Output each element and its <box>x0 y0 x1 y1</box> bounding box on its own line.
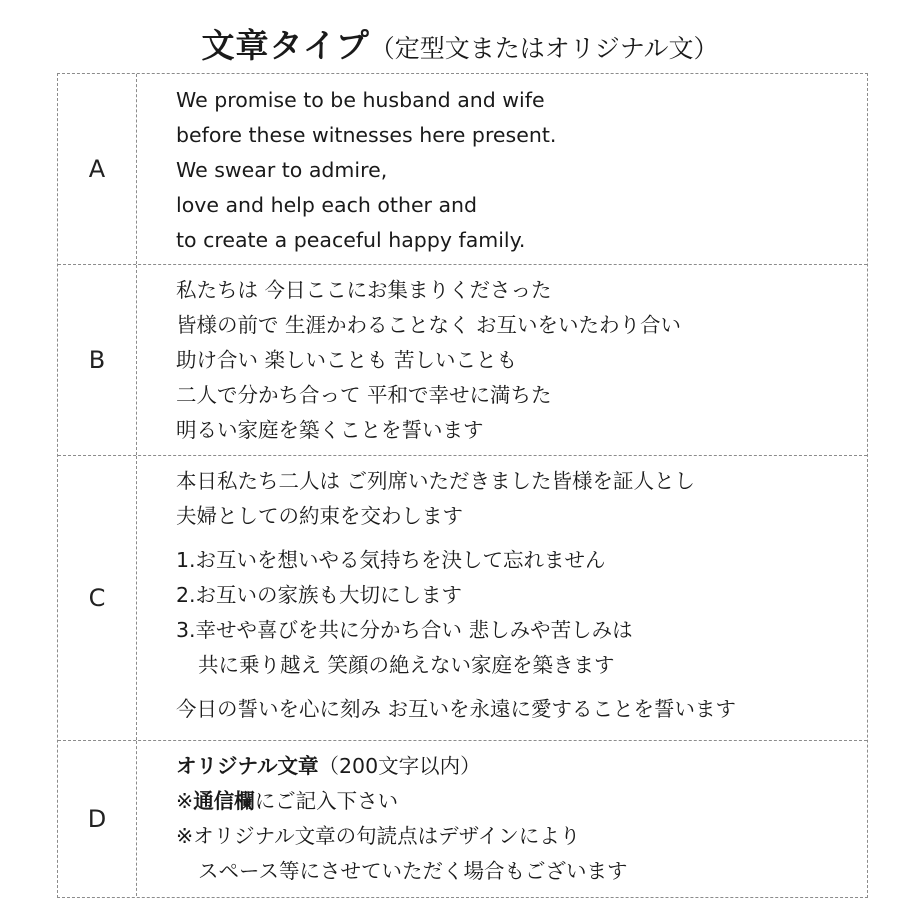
text-line <box>176 749 861 784</box>
sentence-type-table <box>57 73 868 898</box>
text-line: to create a peaceful happy family. <box>176 228 526 252</box>
text-line: 私たちは 今日ここにお集まりくださった <box>176 278 552 302</box>
text-line: 助け合い 楽しいことも 苦しいことも <box>176 348 518 372</box>
text-line: 共に乗り越え 笑顔の絶えない家庭を築きます <box>198 653 615 677</box>
text-line: 今日の誓いを心に刻み お互いを永遠に愛することを誓います <box>176 697 737 721</box>
text-line: We promise to be husband and wife <box>176 88 545 112</box>
row-d <box>58 741 867 896</box>
title-sub: （定型文またはオリジナル文） <box>369 34 719 63</box>
row-label-c: C <box>58 456 137 740</box>
row-b <box>58 265 867 456</box>
row-a <box>58 74 867 265</box>
text-line: 皆様の前で 生涯かわることなく お互いをいたわり合い <box>176 313 682 337</box>
original-text-heading: オリジナル文章 <box>176 754 319 778</box>
note-mark: ※ <box>176 789 194 813</box>
text-line: 3.幸せや喜びを共に分かち合い 悲しみや苦しみは <box>176 618 633 642</box>
row-label-a: A <box>58 74 137 264</box>
text-line <box>176 784 861 819</box>
row-text-a <box>176 83 861 258</box>
row-label-b: B <box>58 265 137 455</box>
text-line: We swear to admire, <box>176 158 388 182</box>
row-label-d: D <box>58 741 137 896</box>
text-line: love and help each other and <box>176 193 478 217</box>
text-line: スペース等にさせていただく場合もございます <box>198 859 628 883</box>
row-text-d <box>176 749 861 889</box>
row-text-b <box>176 273 861 448</box>
text-line: ※オリジナル文章の句読点はデザインにより <box>176 824 581 848</box>
note-text: にご記入下さい <box>254 789 399 813</box>
text-line: 本日私たち二人は ご列席いただきました皆様を証人とし <box>176 469 696 493</box>
text-line: 明るい家庭を築くことを誓います <box>176 418 484 442</box>
text-line: 夫婦としての約束を交わします <box>176 504 463 528</box>
row-text-c <box>176 464 861 727</box>
text-line: 1.お互いを想いやる気持ちを決して忘れません <box>176 548 606 572</box>
message-field-ref: 通信欄 <box>193 789 255 813</box>
text-line: 2.お互いの家族も大切にします <box>176 583 463 607</box>
char-limit-note: （200文字以内） <box>318 754 481 778</box>
page-title <box>0 20 920 67</box>
row-c <box>58 456 867 741</box>
text-line: 二人で分かち合って 平和で幸せに満ちた <box>176 383 552 407</box>
title-main: 文章タイプ <box>201 26 370 65</box>
text-line: before these witnesses here present. <box>176 123 557 147</box>
